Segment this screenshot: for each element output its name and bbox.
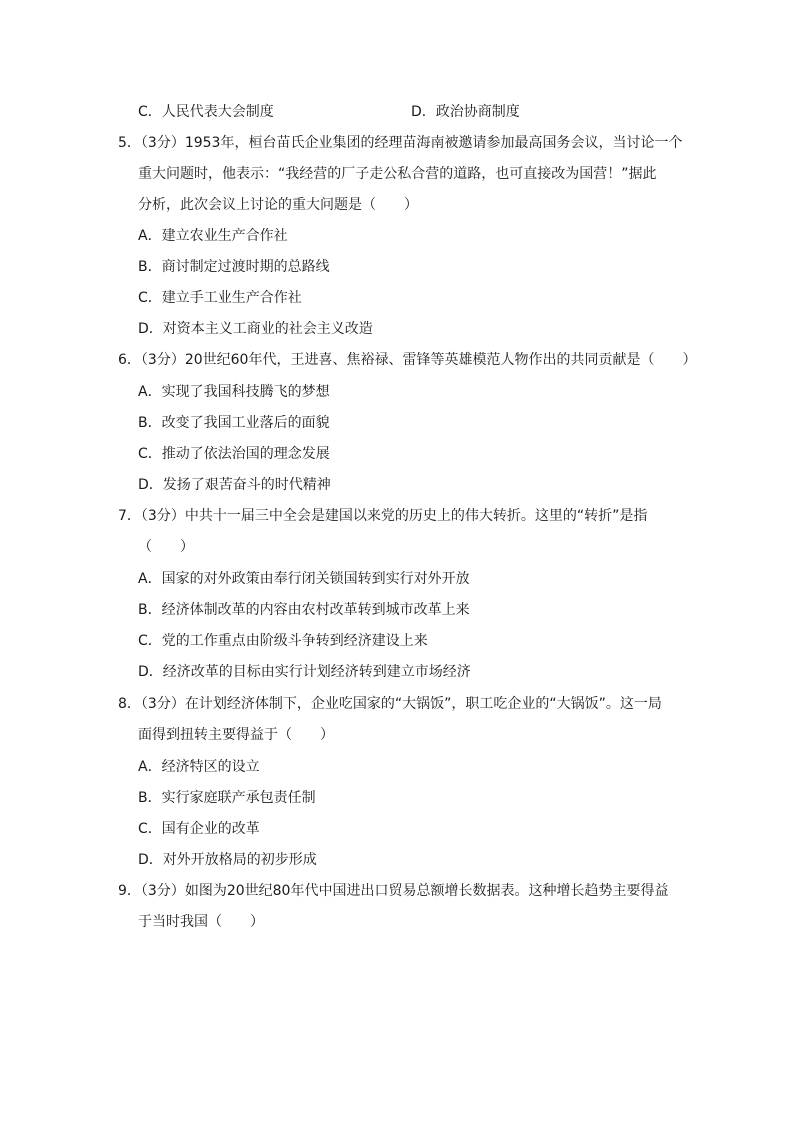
question-8-option-c[interactable]: C．国有企业的改革 bbox=[138, 821, 260, 837]
question-6-option-c[interactable]: C．推动了依法治国的理念发展 bbox=[138, 446, 330, 462]
question-5-text-line-2: 重大问题时，他表示：“我经营的厂子走公私合营的道路，也可直接改为国营！”据此 bbox=[138, 166, 657, 182]
question-6-text-line-1: 6．（3分）20世纪60年代，王进喜、焦裕禄、雷锋等英雄模范人物作出的共同贡献是（ ） bbox=[118, 352, 697, 368]
question-5-text-line-1: 5．（3分）1953年，桓台苗氏企业集团的经理苗海南被邀请参加最高国务会议，当讨论一个 bbox=[118, 135, 683, 151]
question-9-text-line-2: 于当时我国（ ） bbox=[138, 914, 264, 930]
question-7-text-line-2: （ ） bbox=[138, 539, 194, 555]
prev-option-c: C．人民代表大会制度 bbox=[138, 104, 274, 120]
question-5-option-c[interactable]: C．建立手工业生产合作社 bbox=[138, 290, 302, 306]
question-8-option-a[interactable]: A．经济特区的设立 bbox=[138, 759, 260, 775]
question-7-text-line-1: 7．（3分）中共十一届三中全会是建国以来党的历史上的伟大转折。这里的“转折”是指 bbox=[118, 508, 648, 524]
prev-option-d: D．政治协商制度 bbox=[411, 104, 520, 120]
question-7-option-a[interactable]: A．国家的对外政策由奉行闭关锁国转到实行对外开放 bbox=[138, 571, 470, 587]
question-8-option-b[interactable]: B．实行家庭联产承包责任制 bbox=[138, 790, 316, 806]
question-8-text-line-1: 8．（3分）在计划经济体制下，企业吃国家的“大锅饭”，职工吃企业的“大锅饭”。这一局 bbox=[118, 696, 662, 712]
question-6-option-d[interactable]: D．发扬了艰苦奋斗的时代精神 bbox=[138, 477, 331, 493]
question-7-option-c[interactable]: C．党的工作重点由阶级斗争转到经济建设上来 bbox=[138, 633, 428, 649]
question-8-text-line-2: 面得到扭转主要得益于（ ） bbox=[138, 727, 334, 743]
question-5-option-a[interactable]: A．建立农业生产合作社 bbox=[138, 228, 288, 244]
question-6-option-a[interactable]: A．实现了我国科技腾飞的梦想 bbox=[138, 384, 330, 400]
question-6-option-b[interactable]: B．改变了我国工业落后的面貌 bbox=[138, 415, 330, 431]
question-5-option-b[interactable]: B．商讨制定过渡时期的总路线 bbox=[138, 259, 330, 275]
question-7-option-d[interactable]: D．经济改革的目标由实行计划经济转到建立市场经济 bbox=[138, 664, 471, 680]
question-7-option-b[interactable]: B．经济体制改革的内容由农村改革转到城市改革上来 bbox=[138, 602, 470, 618]
question-9-text-line-1: 9．（3分）如图为20世纪80年代中国进出口贸易总额增长数据表。这种增长趋势主要得益 bbox=[118, 883, 669, 899]
question-5-text-line-3: 分析，此次会议上讨论的重大问题是（ ） bbox=[138, 197, 418, 213]
question-8-option-d[interactable]: D．对外开放格局的初步形成 bbox=[138, 852, 317, 868]
question-5-option-d[interactable]: D．对资本主义工商业的社会主义改造 bbox=[138, 321, 373, 337]
